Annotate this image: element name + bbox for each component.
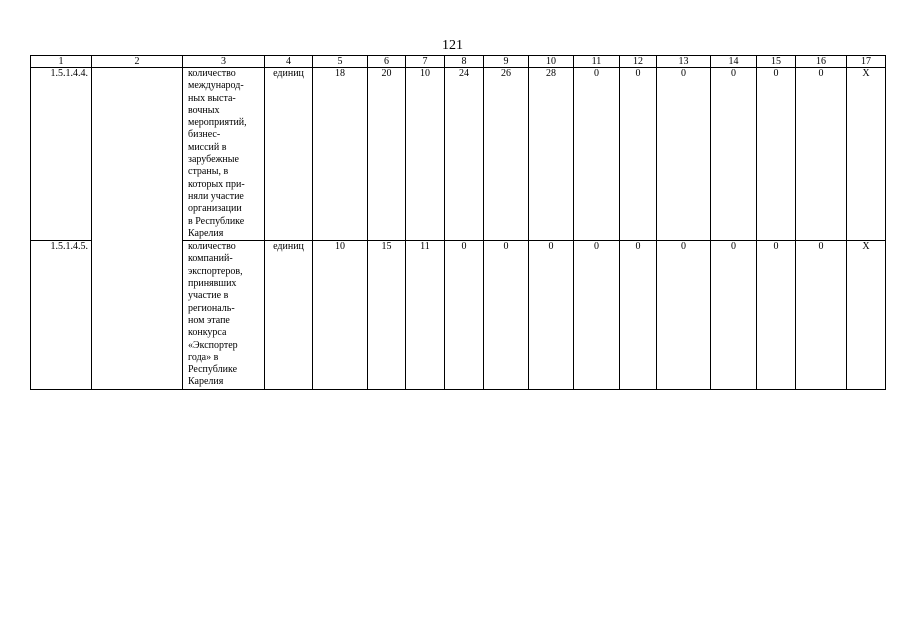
row-value: 0 — [445, 241, 484, 390]
row-col2 — [92, 68, 183, 390]
row-value: 10 — [313, 241, 368, 390]
column-header: 16 — [796, 56, 847, 68]
row-col17: Х — [847, 241, 886, 390]
column-header: 12 — [620, 56, 657, 68]
column-header: 9 — [484, 56, 529, 68]
column-header: 8 — [445, 56, 484, 68]
row-unit: единиц — [265, 241, 313, 390]
column-header: 15 — [757, 56, 796, 68]
row-value: 0 — [711, 68, 757, 241]
column-header: 2 — [92, 56, 183, 68]
row-value: 0 — [620, 241, 657, 390]
row-value: 0 — [796, 68, 847, 241]
row-value: 15 — [368, 241, 406, 390]
row-value: 24 — [445, 68, 484, 241]
row-value: 0 — [711, 241, 757, 390]
row-value: 26 — [484, 68, 529, 241]
row-value: 0 — [657, 241, 711, 390]
indicators-table — [30, 55, 886, 390]
row-col17: Х — [847, 68, 886, 241]
row-value: 0 — [757, 68, 796, 241]
row-value: 0 — [574, 68, 620, 241]
row-value: 0 — [757, 241, 796, 390]
row-value: 0 — [574, 241, 620, 390]
column-header: 13 — [657, 56, 711, 68]
row-description: количество международ- ных выста- вочных мероприятий, бизнес- миссий в зарубежные страны, в которых при- няли участие организации в Республике Карелия — [183, 68, 265, 241]
row-value: 0 — [657, 68, 711, 241]
row-value: 18 — [313, 68, 368, 241]
row-value: 20 — [368, 68, 406, 241]
column-header: 4 — [265, 56, 313, 68]
row-description: количество компаний- экспортеров, принявших участие в региональ- ном этапе конкурса «Экспортер года» в Республике Карелия — [183, 241, 265, 390]
column-header: 14 — [711, 56, 757, 68]
column-number-row — [31, 56, 886, 68]
column-header: 1 — [31, 56, 92, 68]
row-code: 1.5.1.4.5. — [31, 241, 92, 390]
column-header: 5 — [313, 56, 368, 68]
column-header: 17 — [847, 56, 886, 68]
table-row — [31, 68, 886, 241]
row-value: 28 — [529, 68, 574, 241]
column-header: 11 — [574, 56, 620, 68]
row-value: 0 — [796, 241, 847, 390]
row-value: 0 — [620, 68, 657, 241]
row-value: 11 — [406, 241, 445, 390]
row-value: 0 — [529, 241, 574, 390]
column-header: 7 — [406, 56, 445, 68]
row-unit: единиц — [265, 68, 313, 241]
page-number: 121 — [442, 38, 463, 53]
row-value: 0 — [484, 241, 529, 390]
column-header: 6 — [368, 56, 406, 68]
row-code: 1.5.1.4.4. — [31, 68, 92, 241]
column-header: 10 — [529, 56, 574, 68]
row-value: 10 — [406, 68, 445, 241]
column-header: 3 — [183, 56, 265, 68]
